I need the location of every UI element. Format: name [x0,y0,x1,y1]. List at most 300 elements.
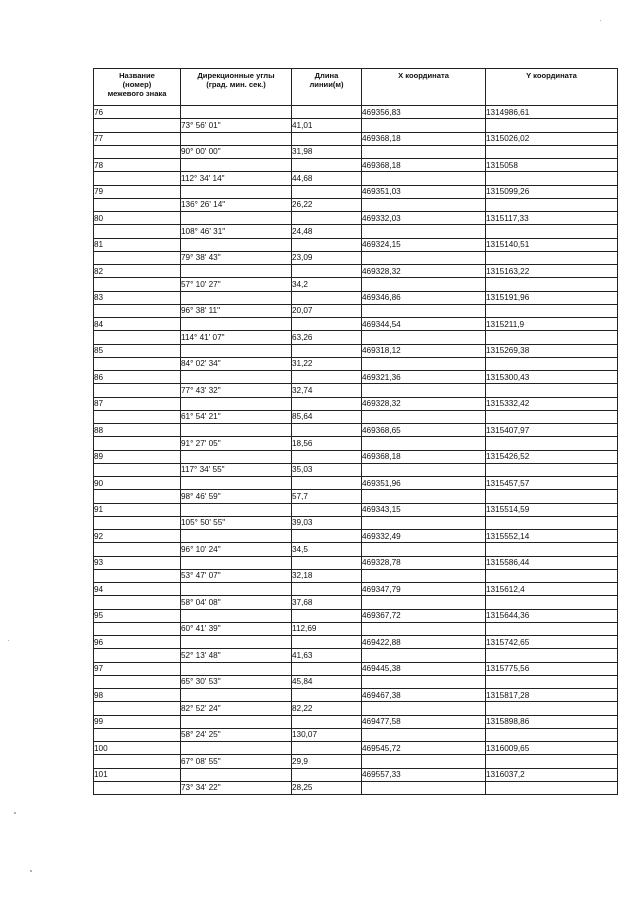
empty-cell [292,344,362,357]
empty-cell [486,437,618,450]
point-name: 80 [94,212,181,225]
table-row-point [94,715,618,728]
header-name-line2: (номер) [122,80,152,89]
line-length-value: 29,9 [292,755,362,768]
line-length-value: 31,98 [292,145,362,158]
empty-cell [181,132,292,145]
line-length-value: 45,84 [292,675,362,688]
empty-cell [94,516,181,529]
empty-cell [292,715,362,728]
point-name: 88 [94,424,181,437]
table-row-point [94,397,618,410]
direction-angle-value: 98° 46' 59" [181,490,292,503]
empty-cell [94,675,181,688]
empty-cell [292,689,362,702]
line-length-value: 20,07 [292,304,362,317]
y-coordinate-value: 1315163,22 [486,265,618,278]
table-row-point [94,556,618,569]
table-row-point [94,106,618,119]
table-row-segment [94,728,618,741]
empty-cell [292,291,362,304]
scan-speck [8,640,9,641]
empty-cell [94,225,181,238]
line-length-value: 35,03 [292,463,362,476]
x-coordinate-value: 469545,72 [362,742,486,755]
empty-cell [94,278,181,291]
point-name: 81 [94,238,181,251]
line-length-value: 23,09 [292,251,362,264]
empty-cell [181,238,292,251]
empty-cell [486,384,618,397]
table-row-segment [94,755,618,768]
point-name: 87 [94,397,181,410]
empty-cell [181,265,292,278]
x-coordinate-value: 469467,38 [362,689,486,702]
empty-cell [486,145,618,158]
empty-cell [362,596,486,609]
direction-angle-value: 114° 41' 07" [181,331,292,344]
table-row-segment [94,622,618,635]
empty-cell [181,450,292,463]
x-coordinate-value: 469328,32 [362,397,486,410]
empty-cell [292,530,362,543]
point-name: 92 [94,530,181,543]
empty-cell [292,265,362,278]
header-name-line3: межевого знака [107,89,167,98]
direction-angle-value: 57° 10' 27" [181,278,292,291]
y-coordinate-value: 1315457,57 [486,477,618,490]
y-coordinate-value: 1315099,26 [486,185,618,198]
empty-cell [362,728,486,741]
empty-cell [94,569,181,582]
y-coordinate-value: 1315407,97 [486,424,618,437]
empty-cell [292,583,362,596]
empty-cell [486,278,618,291]
x-coordinate-value: 469347,79 [362,583,486,596]
empty-cell [181,742,292,755]
empty-cell [486,516,618,529]
line-length-value: 41,63 [292,649,362,662]
line-length-value: 34,5 [292,543,362,556]
empty-cell [94,490,181,503]
direction-angle-value: 61° 54' 21" [181,410,292,423]
table-row-segment [94,675,618,688]
empty-cell [362,649,486,662]
point-name: 101 [94,768,181,781]
y-coordinate-value: 1315058 [486,159,618,172]
direction-angle-value: 58° 24' 25" [181,728,292,741]
y-coordinate-value: 1315775,56 [486,662,618,675]
point-name: 78 [94,159,181,172]
point-name: 83 [94,291,181,304]
empty-cell [181,212,292,225]
point-name: 77 [94,132,181,145]
empty-cell [94,145,181,158]
direction-angle-value: 60° 41' 39" [181,622,292,635]
table-row-point [94,344,618,357]
x-coordinate-value: 469367,72 [362,609,486,622]
x-coordinate-value: 469328,78 [362,556,486,569]
table-header-row [94,69,618,106]
y-coordinate-value: 1315117,33 [486,212,618,225]
line-length-value: 44,68 [292,172,362,185]
header-x-coordinate: X координата [362,69,486,106]
empty-cell [486,463,618,476]
x-coordinate-value: 469324,15 [362,238,486,251]
table-row-segment [94,119,618,132]
empty-cell [292,106,362,119]
line-length-value: 39,03 [292,516,362,529]
x-coordinate-value: 469445,38 [362,662,486,675]
table-row-segment [94,251,618,264]
header-y-coordinate: Y координата [486,69,618,106]
point-name: 89 [94,450,181,463]
empty-cell [486,781,618,794]
table-row-point [94,132,618,145]
y-coordinate-value: 1315211,9 [486,318,618,331]
table-row-segment [94,278,618,291]
empty-cell [362,198,486,211]
line-length-value: 32,18 [292,569,362,582]
empty-cell [486,251,618,264]
empty-cell [181,583,292,596]
empty-cell [292,397,362,410]
empty-cell [362,145,486,158]
empty-cell [94,119,181,132]
direction-angle-value: 84° 02' 34" [181,357,292,370]
empty-cell [486,596,618,609]
empty-cell [94,172,181,185]
empty-cell [362,569,486,582]
direction-angle-value: 73° 56' 01" [181,119,292,132]
empty-cell [94,596,181,609]
x-coordinate-value: 469318,12 [362,344,486,357]
x-coordinate-value: 469332,49 [362,530,486,543]
y-coordinate-value: 1315269,38 [486,344,618,357]
table-row-segment [94,198,618,211]
empty-cell [362,516,486,529]
point-name: 99 [94,715,181,728]
empty-cell [486,225,618,238]
point-name: 79 [94,185,181,198]
table-row-point [94,424,618,437]
empty-cell [181,477,292,490]
y-coordinate-value: 1315742,65 [486,636,618,649]
direction-angle-value: 82° 52' 24" [181,702,292,715]
y-coordinate-value: 1315817,28 [486,689,618,702]
table-row-point [94,503,618,516]
empty-cell [181,371,292,384]
header-name-line1: Название [119,71,155,80]
table-row-segment [94,543,618,556]
empty-cell [486,622,618,635]
line-length-value: 85,64 [292,410,362,423]
header-direction-angle [181,69,292,106]
empty-cell [486,119,618,132]
table-body [94,106,618,795]
y-coordinate-value: 1315426,52 [486,450,618,463]
y-coordinate-value: 1315300,43 [486,371,618,384]
table-row-segment [94,569,618,582]
empty-cell [181,609,292,622]
empty-cell [181,159,292,172]
y-coordinate-value: 1315332,42 [486,397,618,410]
scan-speck [600,20,601,21]
point-name: 100 [94,742,181,755]
empty-cell [362,251,486,264]
table-row-segment [94,463,618,476]
table-row-point [94,159,618,172]
direction-angle-value: 136° 26' 14" [181,198,292,211]
empty-cell [486,649,618,662]
table-row-segment [94,225,618,238]
table-row-point [94,583,618,596]
line-length-value: 18,56 [292,437,362,450]
point-name: 91 [94,503,181,516]
table-row-point [94,689,618,702]
y-coordinate-value: 1315026,02 [486,132,618,145]
empty-cell [362,384,486,397]
direction-angle-value: 79° 38' 43" [181,251,292,264]
empty-cell [362,119,486,132]
y-coordinate-value: 1315514,59 [486,503,618,516]
empty-cell [362,755,486,768]
table-row-segment [94,781,618,794]
empty-cell [486,357,618,370]
empty-cell [362,410,486,423]
empty-cell [292,450,362,463]
point-name: 93 [94,556,181,569]
empty-cell [362,331,486,344]
x-coordinate-value: 469356,83 [362,106,486,119]
empty-cell [486,728,618,741]
empty-cell [486,198,618,211]
empty-cell [181,424,292,437]
line-length-value: 31,22 [292,357,362,370]
empty-cell [292,159,362,172]
x-coordinate-value: 469321,36 [362,371,486,384]
x-coordinate-value: 469368,18 [362,132,486,145]
empty-cell [292,371,362,384]
point-name: 86 [94,371,181,384]
empty-cell [292,132,362,145]
table-row-segment [94,702,618,715]
empty-cell [486,304,618,317]
empty-cell [94,304,181,317]
boundary-coordinates-table [93,68,618,795]
x-coordinate-value: 469351,03 [362,185,486,198]
y-coordinate-value: 1316037,2 [486,768,618,781]
table-row-point [94,609,618,622]
x-coordinate-value: 469328,32 [362,265,486,278]
line-length-value: 41,01 [292,119,362,132]
empty-cell [181,689,292,702]
table-row-segment [94,516,618,529]
empty-cell [362,437,486,450]
empty-cell [181,397,292,410]
line-length-value: 28,25 [292,781,362,794]
empty-cell [362,543,486,556]
empty-cell [94,331,181,344]
empty-cell [362,225,486,238]
empty-cell [94,410,181,423]
y-coordinate-value: 1315612,4 [486,583,618,596]
table-row-segment [94,145,618,158]
point-name: 82 [94,265,181,278]
x-coordinate-value: 469332,03 [362,212,486,225]
direction-angle-value: 77° 43' 32" [181,384,292,397]
line-length-value: 26,22 [292,198,362,211]
table-row-point [94,662,618,675]
y-coordinate-value: 1315898,86 [486,715,618,728]
table-row-point [94,318,618,331]
empty-cell [486,410,618,423]
empty-cell [362,172,486,185]
direction-angle-value: 53° 47' 07" [181,569,292,582]
empty-cell [181,344,292,357]
line-length-value: 34,2 [292,278,362,291]
empty-cell [181,503,292,516]
x-coordinate-value: 469344,54 [362,318,486,331]
empty-cell [486,755,618,768]
empty-cell [292,503,362,516]
table-row-point [94,477,618,490]
empty-cell [292,477,362,490]
direction-angle-value: 91° 27' 05" [181,437,292,450]
direction-angle-value: 96° 10' 24" [181,543,292,556]
line-length-value: 130,07 [292,728,362,741]
empty-cell [94,463,181,476]
empty-cell [181,318,292,331]
empty-cell [362,675,486,688]
x-coordinate-value: 469368,65 [362,424,486,437]
empty-cell [181,715,292,728]
empty-cell [362,357,486,370]
y-coordinate-value: 1315644,36 [486,609,618,622]
line-length-value: 24,48 [292,225,362,238]
empty-cell [362,781,486,794]
empty-cell [94,437,181,450]
y-coordinate-value: 1315552,14 [486,530,618,543]
table-row-segment [94,172,618,185]
empty-cell [181,530,292,543]
x-coordinate-value: 469477,58 [362,715,486,728]
empty-cell [486,702,618,715]
table-row-point [94,530,618,543]
empty-cell [292,636,362,649]
table-row-segment [94,649,618,662]
empty-cell [181,291,292,304]
y-coordinate-value: 1315140,51 [486,238,618,251]
line-length-value: 82,22 [292,702,362,715]
direction-angle-value: 58° 04' 08" [181,596,292,609]
empty-cell [362,304,486,317]
empty-cell [292,609,362,622]
header-length-line1: Длина [314,71,339,80]
direction-angle-value: 108° 46' 31" [181,225,292,238]
table-row-segment [94,331,618,344]
empty-cell [362,490,486,503]
empty-cell [94,357,181,370]
point-name: 97 [94,662,181,675]
x-coordinate-value: 469557,33 [362,768,486,781]
table-row-point [94,636,618,649]
table-row-point [94,742,618,755]
empty-cell [181,768,292,781]
table-row-point [94,291,618,304]
empty-cell [292,742,362,755]
empty-cell [292,238,362,251]
x-coordinate-value: 469368,18 [362,450,486,463]
point-name: 95 [94,609,181,622]
empty-cell [362,702,486,715]
empty-cell [486,172,618,185]
point-name: 98 [94,689,181,702]
empty-cell [94,543,181,556]
empty-cell [181,662,292,675]
line-length-value: 63,26 [292,331,362,344]
scan-speck [30,870,32,872]
header-direction-line2: (град. мин. сек.) [206,80,266,89]
table-row-segment [94,437,618,450]
x-coordinate-value: 469368,18 [362,159,486,172]
empty-cell [292,768,362,781]
empty-cell [486,569,618,582]
empty-cell [181,556,292,569]
x-coordinate-value: 469422,88 [362,636,486,649]
point-name: 96 [94,636,181,649]
empty-cell [292,424,362,437]
direction-angle-value: 90° 00' 00" [181,145,292,158]
line-length-value: 112,69 [292,622,362,635]
table-row-point [94,238,618,251]
x-coordinate-value: 469351,96 [362,477,486,490]
point-name: 84 [94,318,181,331]
empty-cell [94,251,181,264]
empty-cell [486,543,618,556]
direction-angle-value: 96° 38' 11" [181,304,292,317]
table-row-segment [94,304,618,317]
direction-angle-value: 105° 50' 55" [181,516,292,529]
empty-cell [181,106,292,119]
header-point-name [94,69,181,106]
empty-cell [181,185,292,198]
empty-cell [362,622,486,635]
line-length-value: 37,68 [292,596,362,609]
empty-cell [94,384,181,397]
y-coordinate-value: 1316009,65 [486,742,618,755]
line-length-value: 57,7 [292,490,362,503]
empty-cell [94,622,181,635]
empty-cell [486,675,618,688]
empty-cell [292,185,362,198]
direction-angle-value: 112° 34' 14" [181,172,292,185]
direction-angle-value: 65° 30' 53" [181,675,292,688]
empty-cell [181,636,292,649]
empty-cell [94,649,181,662]
table-row-point [94,371,618,384]
y-coordinate-value: 1315586,44 [486,556,618,569]
table-row-point [94,450,618,463]
direction-angle-value: 52° 13' 48" [181,649,292,662]
point-name: 90 [94,477,181,490]
scan-speck [14,812,16,814]
table-row-segment [94,410,618,423]
header-line-length [292,69,362,106]
empty-cell [362,463,486,476]
empty-cell [292,556,362,569]
direction-angle-value: 67° 08' 55" [181,755,292,768]
